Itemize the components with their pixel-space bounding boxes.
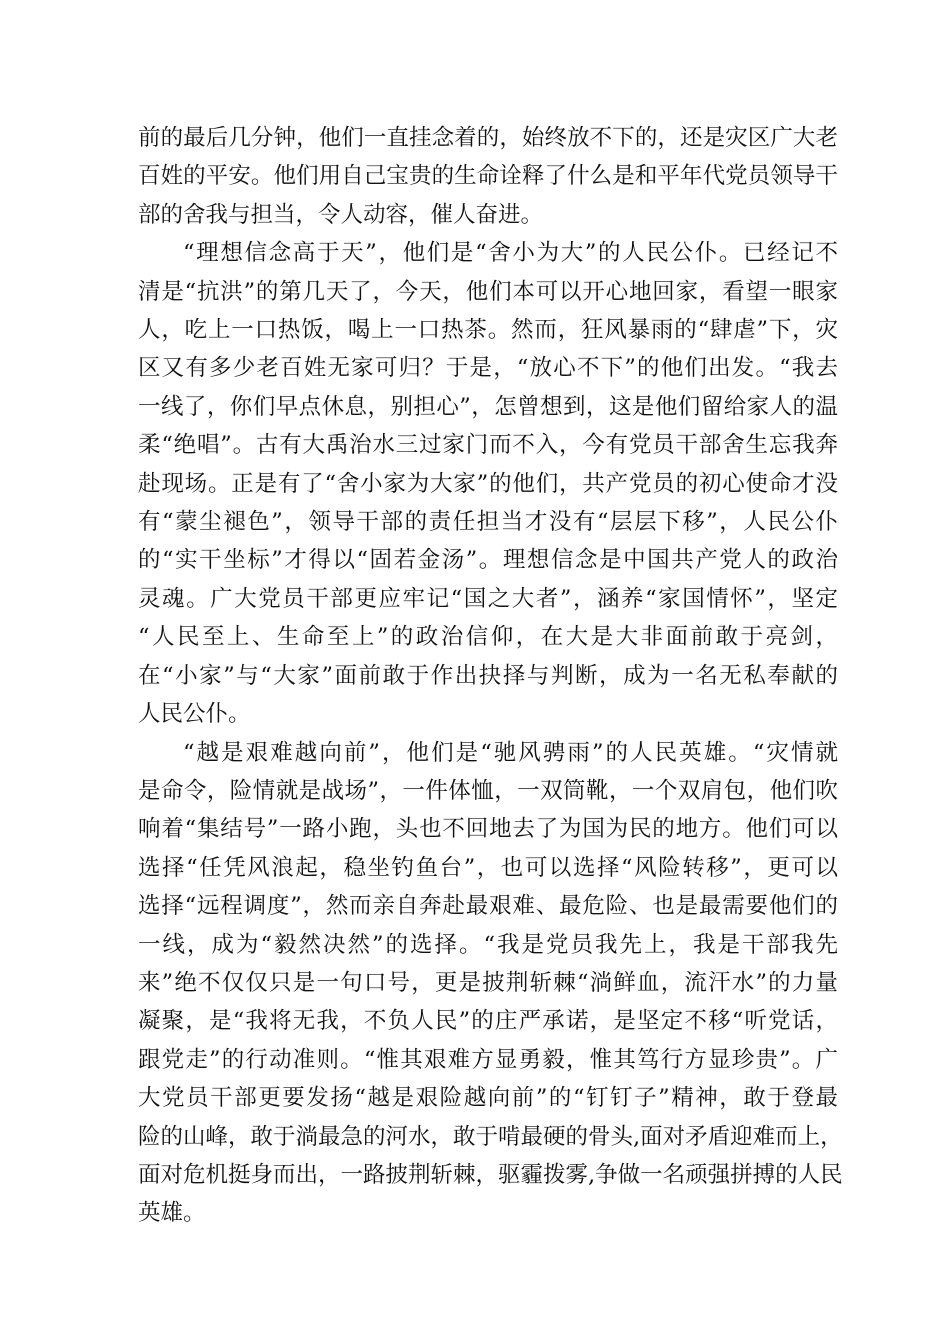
text-line: “人民至上、生命至上”的政治信仰，在大是大非面前敢于亮剑，	[138, 624, 838, 651]
text-line: “理想信念高于天”，他们是“舍小为大”的人民公仆。已经记不	[183, 240, 838, 267]
text-line: 部的舍我与担当，令人动容，催人奋进。	[138, 201, 544, 228]
text-line: 灵魂。广大党员干部更应牢记“国之大者”，涵养“家国情怀”，坚定	[138, 585, 838, 612]
text-line: 跟党走”的行动准则。“惟其艰难方显勇毅，惟其笃行方显珍贵”。广	[138, 1046, 838, 1073]
text-line: 选择“远程调度”，然而亲自奔赴最艰难、最危险、也是最需要他们的	[138, 893, 838, 920]
text-line: 有“蒙尘褪色”，领导干部的责任担当才没有“层层下移”，人民公仆	[138, 509, 838, 536]
paragraph-3	[138, 734, 843, 1233]
text-line: 一线，成为“毅然决然”的选择。“我是党员我先上，我是干部我先	[138, 931, 838, 958]
text-line: 面对危机挺身而出，一路披荆斩棘，驱霾拨雾,争做一名顽强拼搏的人民	[138, 1161, 843, 1188]
text-line: “越是艰难越向前”，他们是“驰风骋雨”的人民英雄。“灾情就	[183, 739, 838, 766]
text-line: 赴现场。正是有了“舍小家为大家”的他们，共产党员的初心使命才没	[138, 470, 838, 497]
text-line: 是命令，险情就是战场”，一件体恤，一双筒靴，一个双肩包，他们吹	[138, 777, 838, 804]
text-line: 区又有多少老百姓无家可归？于是，“放心不下”的他们出发。“我去	[138, 355, 838, 382]
text-line: 一线了，你们早点休息，别担心”，怎曾想到，这是他们留给家人的温	[138, 393, 838, 420]
text-line: 的“实干坐标”才得以“固若金汤”。理想信念是中国共产党人的政治	[138, 547, 838, 574]
text-line: 来”绝不仅仅只是一句口号，更是披荆斩棘“淌鲜血，流汗水”的力量	[138, 969, 838, 996]
text-line: 凝聚，是“我将无我，不负人民”的庄严承诺，是坚定不移“听党话，	[138, 1008, 838, 1035]
text-line: 在“小家”与“大家”面前敢于作出抉择与判断，成为一名无私奉献的	[138, 662, 838, 689]
document-page	[138, 119, 843, 1233]
text-line: 清是“抗洪”的第几天了，今天，他们本可以开心地回家，看望一眼家	[138, 278, 838, 305]
text-line: 响着“集结号”一路小跑，头也不回地去了为国为民的地方。他们可以	[138, 816, 838, 843]
text-line: 险的山峰，敢于淌最急的河水，敢于啃最硬的骨头,面对矛盾迎难而上，	[138, 1123, 843, 1150]
text-line: 大党员干部更要发扬“越是艰险越向前”的“钉钉子”精神，敢于登最	[138, 1085, 838, 1112]
text-line: 选择“任凭风浪起，稳坐钓鱼台”，也可以选择“风险转移”，更可以	[138, 854, 838, 881]
text-line: 英雄。	[138, 1200, 206, 1227]
paragraph-2	[138, 234, 838, 733]
text-line: 柔“绝唱”。古有大禹治水三过家门而不入，今有党员干部舍生忘我奔	[138, 432, 838, 459]
text-line: 前的最后几分钟，他们一直挂念着的，始终放不下的，还是灾区广大老	[138, 125, 838, 151]
text-line: 人民公仆。	[138, 701, 251, 728]
paragraph-1	[138, 119, 838, 234]
text-line: 百姓的平安。他们用自己宝贵的生命诠释了什么是和平年代党员领导干	[138, 163, 838, 190]
text-line: 人，吃上一口热饭，喝上一口热茶。然而，狂风暴雨的“肆虐”下，灾	[138, 317, 838, 344]
